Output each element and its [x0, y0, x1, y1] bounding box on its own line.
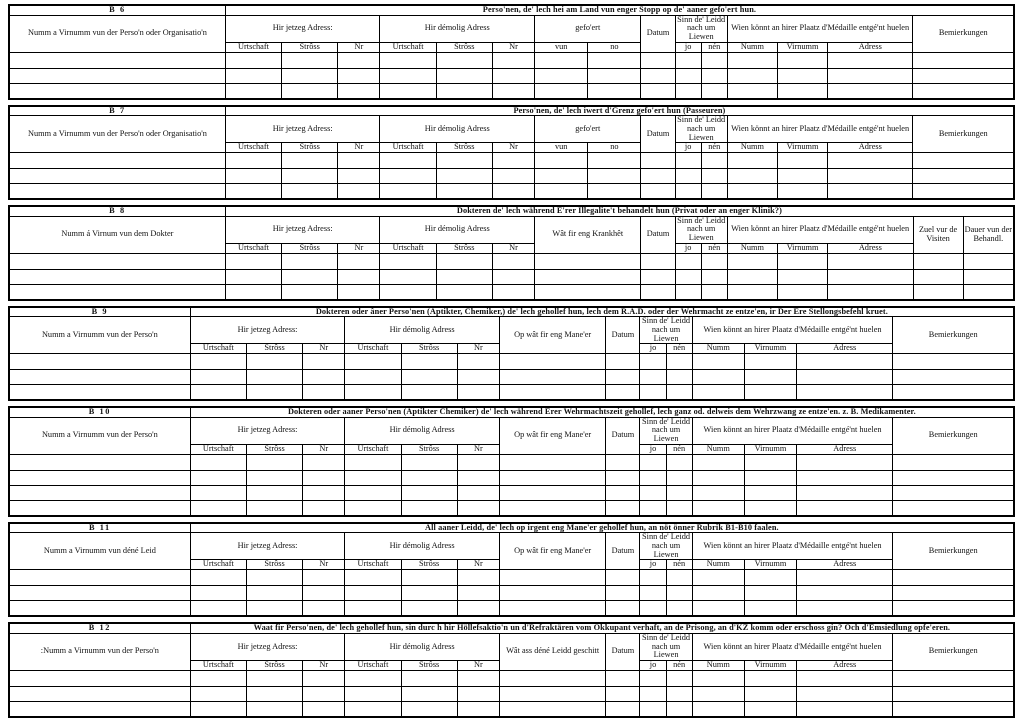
section-b6: [8, 4, 1015, 100]
column-head-middle: Wât fir eng Krankhêt: [535, 216, 641, 253]
sub-yes: jo: [640, 444, 666, 454]
sub-nr: Nr: [303, 660, 345, 670]
column-head-date: Datum: [606, 633, 640, 670]
column-head-former-address: Hir démolig Adress: [345, 317, 500, 344]
sub-town: Urtschaft: [190, 344, 246, 354]
sub-no: nén: [666, 660, 692, 670]
header-row-1: [10, 417, 1014, 444]
section-code: B 12: [10, 624, 191, 634]
sub-town: Urtschaft: [345, 560, 401, 570]
entry-row[interactable]: [10, 52, 1014, 68]
sub-nr: Nr: [492, 143, 534, 153]
column-head-witness: Wien könnt an hirer Plaatz d'Médaille entgé'nt huelen: [692, 417, 893, 444]
column-head-remarks: Bemierkungen: [893, 533, 1014, 570]
column-head-witness: Wien könnt an hirer Plaatz d'Médaille entgé'nt huelen: [727, 15, 913, 42]
entry-row[interactable]: [10, 570, 1014, 586]
sub-street: Strôss: [401, 444, 457, 454]
sub-nr: Nr: [303, 344, 345, 354]
entry-row[interactable]: [10, 153, 1014, 169]
sub-town: Urtschaft: [345, 660, 401, 670]
sub-town: Urtschaft: [345, 344, 401, 354]
column-head-date: Datum: [606, 317, 640, 354]
header-row-1: [10, 15, 1014, 42]
column-head-middle: Op wât fir eng Mane'er: [499, 317, 605, 354]
column-head-current-address: Hir jetzeg Adress:: [190, 417, 345, 444]
sub-town: Urtschaft: [190, 444, 246, 454]
sub-town: Urtschaft: [380, 243, 436, 253]
column-head-current-address: Hir jetzeg Adress:: [225, 15, 380, 42]
column-head-remarks: Bemierkungen: [893, 317, 1014, 354]
sub-town: Urtschaft: [190, 660, 246, 670]
sub-street: Strôss: [282, 243, 338, 253]
sub-town: Urtschaft: [190, 560, 246, 570]
entry-row[interactable]: [10, 169, 1014, 184]
sub-nr: Nr: [457, 560, 499, 570]
sub-address: Adress: [828, 143, 913, 153]
sub-name: Numm: [692, 560, 744, 570]
sub-name: Numm: [727, 143, 777, 153]
column-head-current-address: Hir jetzeg Adress:: [190, 317, 345, 344]
sub-address: Adress: [797, 444, 893, 454]
sub-firstname: Virnumm: [744, 344, 796, 354]
sub-firstname: Virnumm: [744, 560, 796, 570]
sub-no: nén: [666, 444, 692, 454]
section-title: Dokteren de' lech während E'rer Illegalite't behandelt hun (Privat oder an enger Klinik?): [225, 207, 1013, 217]
column-head-middle: Op wât fir eng Mane'er: [499, 533, 605, 570]
column-head-former-address: Hir démolig Adress: [380, 116, 535, 143]
sub-nr: Nr: [457, 660, 499, 670]
header-row-1: [10, 317, 1014, 344]
sub-nr: Nr: [457, 344, 499, 354]
section-title-row: [10, 523, 1014, 533]
section-title: Waat fir Perso'nen, de' lech gehollef hun, sin durc h hir Höllefsaktio'n un d'Refraktären vom Okkupant verhaft, an de Prisong, an d'KZ komm oder erschoss gin? Och d'Emsiedlung opfe'eren.: [190, 624, 1013, 634]
sub-nr: Nr: [303, 444, 345, 454]
entry-row[interactable]: [10, 269, 1014, 284]
sub-street: Strôss: [282, 143, 338, 153]
column-head-witness: Wien könnt an hirer Plaatz d'Médaille entgé'nt huelen: [692, 633, 893, 660]
sub-address: Adress: [797, 344, 893, 354]
sub-yes: jo: [675, 143, 701, 153]
column-head-middle: Wât ass déné Leidd geschitt: [499, 633, 605, 670]
sub-yes: jo: [640, 560, 666, 570]
column-head-middle: gefo'ert: [535, 116, 641, 143]
column-head-date: Datum: [606, 417, 640, 454]
sub-nr: Nr: [457, 444, 499, 454]
section-b7: [8, 105, 1015, 201]
sub-nr: Nr: [338, 143, 380, 153]
column-head-witness: Wien könnt an hirer Plaatz d'Médaille entgé'nt huelen: [727, 216, 913, 243]
entry-row[interactable]: [10, 686, 1014, 701]
entry-row[interactable]: [10, 370, 1014, 385]
entry-row[interactable]: [10, 284, 1014, 299]
sub-firstname: Virnumm: [777, 143, 827, 153]
column-head-remarks: Bemierkungen: [913, 15, 1014, 52]
entry-row[interactable]: [10, 500, 1014, 515]
sub-street: Strôss: [282, 42, 338, 52]
sub-yes: jo: [640, 344, 666, 354]
sub-name: Numm: [692, 344, 744, 354]
sub-address: Adress: [797, 660, 893, 670]
sub-street: Strôss: [246, 660, 302, 670]
sub-name: Numm: [727, 243, 777, 253]
entry-row[interactable]: [10, 253, 1014, 269]
section-b11: [8, 522, 1015, 618]
column-head-witness: Wien könnt an hirer Plaatz d'Médaille entgé'nt huelen: [727, 116, 913, 143]
entry-row[interactable]: [10, 670, 1014, 686]
sub-nr: Nr: [492, 42, 534, 52]
header-row-1: [10, 216, 1014, 243]
sub-no: nén: [701, 42, 727, 52]
sub-nr: Nr: [492, 243, 534, 253]
sub-address: Adress: [828, 243, 913, 253]
sub-from: vun: [535, 143, 588, 153]
column-head-current-address: Hir jetzeg Adress:: [225, 216, 380, 243]
sub-town: Urtschaft: [225, 143, 281, 153]
sub-street: Strôss: [401, 660, 457, 670]
column-head-date: Datum: [606, 533, 640, 570]
column-head-name: Numm a Virnumm vun der Perso'n: [10, 417, 191, 454]
column-head-name: Numm a Virnumm vun der Perso'n oder Organisatio'n: [10, 15, 226, 52]
section-code: B 8: [10, 207, 226, 217]
column-head-former-address: Hir démolig Adress: [380, 15, 535, 42]
column-head-date: Datum: [641, 216, 675, 253]
sub-firstname: Virnumm: [777, 243, 827, 253]
column-head-name: Numm a Virnumm vun der Perso'n: [10, 317, 191, 354]
sub-street: Strôss: [436, 42, 492, 52]
sub-nr: Nr: [338, 243, 380, 253]
entry-row[interactable]: [10, 184, 1014, 199]
section-title: All aaner Leidd, de' lech op irgent eng Mane'er gehollef hun, an nöt önner Rubrik B1-B10 faalen.: [190, 523, 1013, 533]
section-title-row: [10, 307, 1014, 317]
sub-firstname: Virnumm: [744, 660, 796, 670]
column-head-date: Datum: [641, 116, 675, 153]
header-row-1: [10, 633, 1014, 660]
column-head-current-address: Hir jetzeg Adress:: [190, 533, 345, 560]
section-title-row: [10, 6, 1014, 16]
sub-town: Urtschaft: [380, 42, 436, 52]
sub-no: nén: [701, 143, 727, 153]
column-head-visit-count: Zuel vur de Visiten: [913, 216, 963, 253]
section-title: Dokteren oder âner Perso'nen (Aptikter, Chemiker,) de' lech gehollef hun, lech dem R.A.D. oder der Wehrmacht ze entze'en, ir Der Ere Stellongsbefehl kruet.: [190, 307, 1013, 317]
section-code: B 9: [10, 307, 191, 317]
sub-no: nén: [701, 243, 727, 253]
sub-from: vun: [535, 42, 588, 52]
section-code: B 11: [10, 523, 191, 533]
column-head-treatment-duration: Dauer vun der Behandl.: [963, 216, 1013, 253]
column-head-name: Numm a Virnumm vun der Perso'n oder Organisatio'n: [10, 116, 226, 153]
entry-row[interactable]: [10, 68, 1014, 83]
sub-street: Strôss: [401, 560, 457, 570]
sub-name: Numm: [692, 444, 744, 454]
section-code: B 6: [10, 6, 226, 16]
sub-address: Adress: [797, 560, 893, 570]
sub-address: Adress: [828, 42, 913, 52]
section-b8: [8, 205, 1015, 301]
sub-town: Urtschaft: [225, 42, 281, 52]
sub-street: Strôss: [246, 444, 302, 454]
header-row-1: [10, 116, 1014, 143]
sub-town: Urtschaft: [345, 444, 401, 454]
column-head-middle: gefo'ert: [535, 15, 641, 42]
sub-street: Strôss: [436, 243, 492, 253]
column-head-alive: Sinn de' Leidd nach um Liewen: [640, 417, 692, 444]
column-head-remarks: Bemierkungen: [893, 417, 1014, 454]
column-head-name: Numm á Virnum vun dem Dokter: [10, 216, 226, 253]
column-head-current-address: Hir jetzeg Adress:: [225, 116, 380, 143]
column-head-alive: Sinn de' Leidd nach um Liewen: [640, 317, 692, 344]
column-head-alive: Sinn de' Leidd nach um Liewen: [675, 216, 727, 243]
sub-town: Urtschaft: [380, 143, 436, 153]
sub-town: Urtschaft: [225, 243, 281, 253]
sub-street: Strôss: [401, 344, 457, 354]
column-head-alive: Sinn de' Leidd nach um Liewen: [675, 116, 727, 143]
column-head-witness: Wien könnt an hirer Plaatz d'Médaille entgé'nt huelen: [692, 533, 893, 560]
sub-nr: Nr: [303, 560, 345, 570]
sub-no: nén: [666, 344, 692, 354]
column-head-alive: Sinn de' Leidd nach um Liewen: [640, 533, 692, 560]
section-code: B 7: [10, 106, 226, 116]
column-head-remarks: Bemierkungen: [893, 633, 1014, 670]
entry-row[interactable]: [10, 586, 1014, 601]
column-head-witness: Wien könnt an hirer Plaatz d'Médaille entgé'nt huelen: [692, 317, 893, 344]
column-head-name: Numm a Virnumm vun déné Leid: [10, 533, 191, 570]
section-title-row: [10, 624, 1014, 634]
column-head-former-address: Hir démolig Adress: [380, 216, 535, 243]
column-head-former-address: Hir démolig Adress: [345, 417, 500, 444]
section-b9: [8, 306, 1015, 402]
section-title: Dokteren oder aaner Perso'nen (Aptikter Chemiker) de' lech während Erer Wehrmachtszeit gehollef, lech ganz od. delweis dem Wehrzwang ze entze'en. z. B. Medikamenter.: [190, 408, 1013, 418]
sub-name: Numm: [727, 42, 777, 52]
column-head-alive: Sinn de' Leidd nach um Liewen: [640, 633, 692, 660]
header-row-1: [10, 533, 1014, 560]
section-code: B 10: [10, 408, 191, 418]
column-head-name: :Numm a Virnumm vun der Perso'n: [10, 633, 191, 670]
sub-firstname: Virnumm: [744, 444, 796, 454]
section-b12: [8, 622, 1015, 718]
column-head-remarks: Bemierkungen: [913, 116, 1014, 153]
section-title-row: [10, 106, 1014, 116]
entry-row[interactable]: [10, 470, 1014, 485]
entry-row[interactable]: [10, 701, 1014, 716]
entry-row[interactable]: [10, 83, 1014, 98]
sub-name: Numm: [692, 660, 744, 670]
sub-yes: jo: [675, 243, 701, 253]
section-title-row: [10, 408, 1014, 418]
section-b10: [8, 406, 1015, 517]
column-head-current-address: Hir jetzeg Adress:: [190, 633, 345, 660]
entry-row[interactable]: [10, 385, 1014, 400]
entry-row[interactable]: [10, 485, 1014, 500]
sub-yes: jo: [640, 660, 666, 670]
sub-firstname: Virnumm: [777, 42, 827, 52]
section-title-row: [10, 207, 1014, 217]
sub-nr: Nr: [338, 42, 380, 52]
column-head-date: Datum: [641, 15, 675, 52]
sub-to: no: [588, 42, 641, 52]
sub-street: Strôss: [246, 560, 302, 570]
sub-no: nén: [666, 560, 692, 570]
column-head-alive: Sinn de' Leidd nach um Liewen: [675, 15, 727, 42]
entry-row[interactable]: [10, 601, 1014, 616]
column-head-middle: Op wât fir eng Mane'er: [499, 417, 605, 454]
sub-yes: jo: [675, 42, 701, 52]
column-head-former-address: Hir démolig Adress: [345, 633, 500, 660]
entry-row[interactable]: [10, 354, 1014, 370]
section-title: Perso'nen, de' lech iwert d'Grenz gefo'ert hun (Passeuren): [225, 106, 1013, 116]
sub-street: Strôss: [436, 143, 492, 153]
column-head-former-address: Hir démolig Adress: [345, 533, 500, 560]
section-title: Perso'nen, de' lech hei am Land vun enger Stopp op de' aaner gefo'ert hun.: [225, 6, 1013, 16]
entry-row[interactable]: [10, 454, 1014, 470]
sub-to: no: [588, 143, 641, 153]
sub-street: Strôss: [246, 344, 302, 354]
